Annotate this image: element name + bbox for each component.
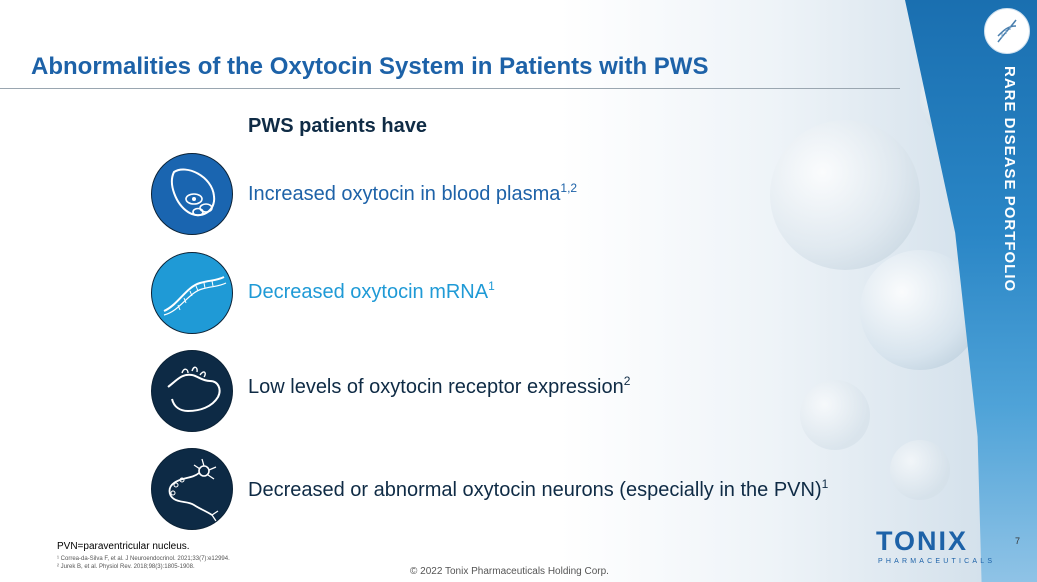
finding-receptor: Low levels of oxytocin receptor expression$^2$: [248, 374, 631, 398]
tonix-logo: TONIX: [876, 526, 969, 556]
dna-logo-icon: [984, 8, 1030, 54]
side-label: RARE DISEASE PORTFOLIO: [1001, 66, 1018, 293]
finding-mrna: Decreased oxytocin mRNA$^1$: [248, 279, 495, 303]
receptor-protein-icon: [151, 350, 233, 432]
mrna-strand-icon: [151, 252, 233, 334]
title-divider: [0, 88, 900, 89]
footnote: PVN=paraventricular nucleus.: [57, 541, 190, 552]
neuron-icon: [151, 448, 233, 530]
finding-plasma: Increased oxytocin in blood plasma$^{1,2}$: [248, 181, 578, 205]
tonix-logo-subtitle: PHARMACEUTICALS: [878, 558, 996, 565]
finding-neurons: Decreased or abnormal oxytocin neurons (especially in the PVN)$^1$: [248, 477, 829, 501]
reference-2: ² Jurek B, et al. Physiol Rev. 2018;98(3):1805-1908.: [57, 564, 195, 570]
reference-1: ¹ Correa-da-Silva F, et al. J Neuroendocrinol. 2021;33(7):e12994.: [57, 556, 230, 562]
copyright: © 2022 Tonix Pharmaceuticals Holding Corp.: [410, 566, 609, 577]
subheading: PWS patients have: [248, 115, 427, 137]
page-number: 7: [1015, 536, 1021, 546]
blood-cells-icon: [151, 153, 233, 235]
slide-title: Abnormalities of the Oxytocin System in Patients with PWS: [31, 53, 709, 80]
